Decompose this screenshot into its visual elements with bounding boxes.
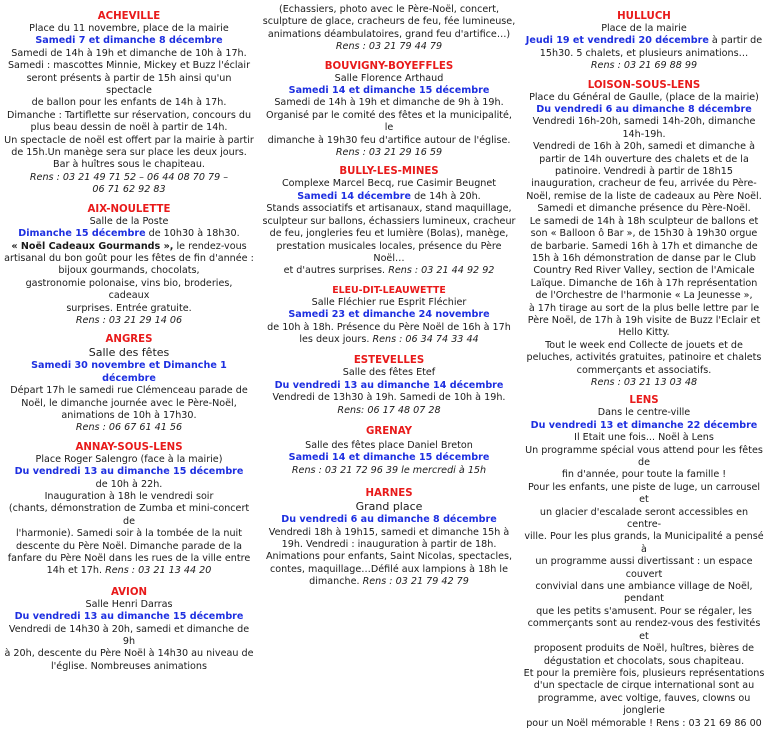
description-line: à 17h tirage au sort de la plus belle lettre par le xyxy=(528,302,760,314)
description-line: d'un spectacle de cirque international sont au xyxy=(533,680,755,692)
contact-info: Rens : 06 34 74 33 44 xyxy=(372,333,479,345)
description-line: dimanche à 19h30 feu d'artifice autour de l'église. xyxy=(267,134,511,146)
description-line xyxy=(262,334,516,346)
description-line: artisanal du bon goût pour les fêtes de fin d'année : xyxy=(4,252,254,264)
description-line: Vendredi de 16h à 20h, samedi et dimanche à xyxy=(533,141,755,153)
event-date-line xyxy=(262,191,516,203)
description-line: Noël, remise de la liste de cadeaux au Père Noël. xyxy=(526,190,762,202)
description-text: et d'autres surprises. xyxy=(283,265,386,277)
town-title: GRENAY xyxy=(366,425,412,437)
description-text: 14h et 17h. xyxy=(46,565,103,577)
description-line: Il Etait une fois... Noël à Lens xyxy=(574,432,714,444)
description-line: Animations pour enfants, Saint Nicolas, spectacles, xyxy=(265,551,513,563)
description-line: prestation musicales locales, présence du Père Noël… xyxy=(276,240,502,264)
description-line: Dimanche : Tartiflette sur réservation, concours du xyxy=(6,109,252,121)
description-line: (chants, démonstration de Zumba et mini-concert de xyxy=(8,503,250,527)
contact-info: Rens : 03 21 44 92 92 xyxy=(388,265,495,277)
entry-grenay xyxy=(262,425,516,477)
event-name: « Noël Cadeaux Gourmands », xyxy=(11,240,174,252)
description-line: l'harmonie). Samedi soir à la tombée de la nuit xyxy=(16,528,242,540)
event-highlight-line xyxy=(4,241,254,253)
description-line: à 20h, descente du Père Noël à 14h30 au niveau de xyxy=(4,648,254,660)
entry-continued xyxy=(262,0,516,54)
description-line: plus beau dessin de noël à partir de 14h. xyxy=(30,122,228,134)
venue: Complexe Marcel Becq, rue Casimir Beugnet xyxy=(281,178,497,190)
event-date: Du vendredi 6 au dimanche 8 décembre xyxy=(536,104,752,116)
event-date: Dimanche 15 décembre xyxy=(18,228,146,240)
venue: Salle des fêtes Etef xyxy=(342,367,436,379)
description-line: Stands associatifs et artisanaux, stand maquillage, xyxy=(266,203,512,215)
event-date: Samedi 30 novembre et Dimanche 1 décembre xyxy=(31,360,227,384)
event-time: de 14h à 20h. xyxy=(411,190,481,202)
description-line: Départ 17h le samedi rue Clémenceau parade de xyxy=(10,385,248,397)
entry-acheville xyxy=(4,0,254,197)
description-line: de barbarie. Samedi 16h à 17h et dimanche de xyxy=(530,240,758,252)
description-line: pour un Noël mémorable ! Rens : 03 21 69 86 00 xyxy=(526,717,762,729)
venue: Salle des fêtes place Daniel Breton xyxy=(305,439,473,451)
town-title: ESTEVELLES xyxy=(353,355,425,367)
venue: Grand place xyxy=(355,500,423,514)
description-line: Vendredi 16h-20h, samedi 14h-20h, dimanche xyxy=(532,116,756,128)
event-date: Samedi 14 et dimanche 15 décembre xyxy=(288,452,490,464)
description-line: ville. Pour les plus grands, la Municipalité a pensé à xyxy=(524,531,764,555)
description-line: Samedi : mascottes Minnie, Mickey et Buzz l'éclair xyxy=(7,60,251,72)
venue: Place de la mairie xyxy=(601,23,687,34)
description-line: son « Balloon ô Bar », de 15h30 à 19h30 orgue xyxy=(530,228,758,240)
contact-info: Rens : 03 21 29 16 59 xyxy=(335,147,443,159)
venue: Place du 11 novembre, place de la mairie xyxy=(29,23,229,34)
column-left xyxy=(4,0,254,673)
description-line: convivial dans une ambiance village de Noël, pendant xyxy=(535,581,753,605)
venue: Salle Florence Arthaud xyxy=(334,72,444,84)
description-line: surprises. Entrée gratuite. xyxy=(66,302,192,314)
entry-estevelles xyxy=(262,354,516,417)
description-line: Pour les enfants, une piste de luge, un carrousel et xyxy=(527,481,761,506)
venue: Place du Général de Gaulle, (place de la mairie) xyxy=(529,91,759,103)
description-text: le rendez-vous xyxy=(173,240,247,252)
town-title: ACHEVILLE xyxy=(97,11,161,22)
description-line: partir de 14h ouverture des chalets et de la xyxy=(539,153,749,165)
description-line: Samedi et dimanche présence du Père-Noël. xyxy=(537,203,751,215)
description-line: Inauguration à 18h le vendredi soir xyxy=(44,491,214,502)
description-line: de feu, jongleries feu et lumière (Bolas), manège, xyxy=(269,228,509,240)
town-title: BOUVIGNY-BOYEFFLES xyxy=(324,60,454,72)
event-date: Samedi 14 et dimanche 15 décembre xyxy=(288,85,490,97)
description-line: Country Red River Valley, section de l'Amicale xyxy=(533,265,755,277)
description-line: fin d'année, pour toute la famille ! xyxy=(561,469,727,481)
description-line: Un spectacle de noël est offert par la mairie à partir xyxy=(4,134,254,146)
description-line: que les petits s'amusent. Pour se régaler, les xyxy=(536,605,752,617)
description-line: Un programme spécial vous attend pour les fêtes de xyxy=(525,444,763,468)
description-line: Bar à huîtres sous le chapiteau. xyxy=(53,159,205,171)
contact-info: Rens : 03 21 49 71 52 – 06 44 08 70 79 – xyxy=(29,171,229,183)
event-date: Du vendredi 13 au dimanche 14 décembre xyxy=(274,379,504,391)
description-line: Laïque. Dimanche de 16h à 17h représentation xyxy=(530,277,758,289)
entry-eleu-dit-leauwette xyxy=(262,284,516,347)
town-title: HULLUCH xyxy=(617,11,671,22)
description-line xyxy=(262,576,516,588)
description-line: 15h30. 5 chalets, et plusieurs animations… xyxy=(539,47,749,59)
description-line: Hello Kitty. xyxy=(618,327,670,339)
town-title: ANNAY-SOUS-LENS xyxy=(75,441,183,453)
description-line: inauguration, cracheur de feu, arrivée du Père- xyxy=(531,178,757,190)
entry-hulluch xyxy=(522,0,766,73)
description-line: patinoire. Vendredi à partir de 18h15 xyxy=(555,166,733,178)
description-line: programme, avec voltige, fauves, clowns ou jonglerie xyxy=(537,692,751,717)
description-line: de ballon pour les enfants de 14h à 17h. xyxy=(31,97,227,109)
town-title: AIX-NOULETTE xyxy=(87,203,171,215)
event-date: Du vendredi 6 au dimanche 8 décembre xyxy=(281,514,497,526)
description-line: seront présents à partir de 15h ainsi qu'un spectacle xyxy=(26,72,232,97)
description-line: 15h à 16h démonstration de danse par le Club xyxy=(531,252,757,264)
venue: Salle des fêtes xyxy=(88,346,170,360)
event-time: de 10h30 à 18h30. xyxy=(145,228,240,240)
description-line: Vendredi de 14h30 à 20h, samedi et dimanche de 9h xyxy=(8,623,250,648)
event-date: Du vendredi 13 au dimanche 15 décembre xyxy=(14,611,244,623)
contact-info: Rens : 03 21 69 88 99 xyxy=(590,60,698,72)
description-line xyxy=(4,565,254,577)
description-line: Vendredi de 13h30 à 19h. Samedi de 10h à 19h. xyxy=(272,392,506,404)
event-date: Du vendredi 13 au dimanche 15 décembre xyxy=(14,466,244,478)
description-line: Tout le week end Collecte de jouets et de xyxy=(545,339,743,351)
contact-info: Rens : 06 67 61 41 56 xyxy=(75,422,183,434)
description-line: Samedi de 14h à 19h et dimanche de 10h à 17h. xyxy=(11,47,247,59)
description-line: Le samedi de 14h à 18h sculpteur de ballons et xyxy=(529,215,759,227)
event-time: à partir de xyxy=(708,35,763,47)
description-line: un glacier d'escalade seront accessibles en centre- xyxy=(539,506,749,531)
description-line: dégustation et chocolats, sous chapiteau. xyxy=(543,655,745,667)
description-line: descente du Père Noël. Dimanche parade de la xyxy=(15,540,242,552)
description-line: sculpteur sur ballons, échassiers lumineux, cracheur xyxy=(262,215,516,227)
event-date-line xyxy=(4,228,254,240)
description-line: de 10h à 18h. Présence du Père Noël de 16h à 17h xyxy=(267,321,511,333)
venue: Dans le centre-ville xyxy=(597,407,691,419)
entry-angres xyxy=(4,333,254,434)
contact-info: Rens : 03 21 29 14 06 xyxy=(75,314,183,326)
description-line: de 10h à 22h. xyxy=(95,478,163,490)
contact-info: Rens : 03 21 13 03 48 xyxy=(590,376,698,388)
town-title: AVION xyxy=(110,586,148,598)
venue: Salle Henri Darras xyxy=(85,598,173,610)
description-line: (Echassiers, photo avec le Père-Noël, concert, xyxy=(278,4,500,15)
description-line: commerçants sont au rendez-vous des festivités et xyxy=(527,618,761,642)
description-line: 19h. Vendredi : inauguration à partir de 18h. xyxy=(281,539,497,550)
town-title: LENS xyxy=(629,395,659,407)
description-line: Père Noël, de 17h à 19h visite de Buzz l'Eclair et xyxy=(527,314,761,326)
description-line: animations de 10h à 17h30. xyxy=(61,409,197,421)
venue: Salle de la Poste xyxy=(89,215,169,227)
town-title: HARNES xyxy=(365,488,413,500)
entry-annay-sous-lens xyxy=(4,441,254,578)
description-text: dimanche. xyxy=(309,576,360,588)
entry-bully-les-mines xyxy=(262,165,516,277)
description-line: un programme aussi divertissant : un espace couvert xyxy=(535,556,753,580)
column-middle xyxy=(262,0,516,589)
column-right xyxy=(522,0,766,730)
venue: Place Roger Salengro (face à la mairie) xyxy=(35,453,223,465)
entry-aix-noulette xyxy=(4,203,254,328)
description-line: de 15h.Un manège sera sur place les deux jours. xyxy=(11,147,247,159)
description-line: Vendredi 18h à 19h15, samedi et dimanche 15h à xyxy=(268,526,510,538)
description-line: gastronomie polonaise, vins bio, broderies, cadeaux xyxy=(25,277,233,302)
description-line: Et pour la première fois, plusieurs représentations xyxy=(523,667,765,679)
description-line: animations déambulatoires, grand feu d'artifice…) xyxy=(267,28,511,40)
town-title: ANGRES xyxy=(105,334,153,346)
venue: Salle Fléchier rue Esprit Fléchier xyxy=(311,296,467,308)
contact-info: Rens : 03 21 72 96 39 le mercredi à 15h xyxy=(291,464,487,476)
description-line: de l'Orchestre de l'harmonie « La Jeunesse », xyxy=(535,290,753,302)
description-line: l'église. Nombreuses animations xyxy=(51,660,207,672)
description-line: commerçants et associatifs. xyxy=(576,364,712,376)
description-line: proposent produits de Noël, huîtres, bières de xyxy=(533,643,755,655)
event-date: Jeudi 19 et vendredi 20 décembre xyxy=(525,35,709,47)
description-line xyxy=(262,265,516,277)
description-line: contes, maquillage…Défilé aux lampions à 18h le xyxy=(270,563,508,575)
event-date: Samedi 14 décembre xyxy=(297,190,412,202)
entry-lens xyxy=(522,394,766,730)
description-line: Noël, le dimanche journée avec le Père-Noël, xyxy=(21,397,237,409)
entry-loison-sous-lens xyxy=(522,79,766,390)
contact-info: Rens : 03 21 79 42 79 xyxy=(362,576,469,588)
description-line: Samedi de 14h à 19h et dimanche de 9h à 19h. xyxy=(274,97,504,109)
entry-avion xyxy=(4,586,254,673)
contact-info: Rens: 06 17 48 07 28 xyxy=(337,404,441,416)
town-title: BULLY-LES-MINES xyxy=(339,166,439,178)
description-line: peluches, activités gratuites, patinoire et chalets xyxy=(526,352,762,364)
description-text: les deux jours. xyxy=(299,333,370,345)
event-date: Samedi 7 et dimanche 8 décembre xyxy=(35,35,223,47)
entry-bouvigny-boyeffles xyxy=(262,60,516,160)
contact-info: Rens : 03 21 79 44 79 xyxy=(335,41,443,53)
description-line: sculpture de glace, cracheurs de feu, fée lumineuse, xyxy=(262,16,516,28)
town-title: ELEU-DIT-LEAUWETTE xyxy=(332,284,446,296)
event-date-line xyxy=(522,35,766,47)
event-date: Du vendredi 13 et dimanche 22 décembre xyxy=(530,419,758,431)
event-date: Samedi 23 et dimanche 24 novembre xyxy=(288,309,490,321)
description-line: Organisé par le comité des fêtes et la municipalité, le xyxy=(266,109,512,134)
description-line: bijoux gourmands, chocolats, xyxy=(58,265,200,277)
contact-info: Rens : 03 21 13 44 20 xyxy=(105,565,212,577)
entry-harnes xyxy=(262,487,516,588)
contact-info: 06 71 62 92 83 xyxy=(92,184,166,196)
town-title: LOISON-SOUS-LENS xyxy=(587,79,701,91)
description-line: fanfare du Père Noël dans les rues de la ville entre xyxy=(7,553,251,565)
description-line: 14h-19h. xyxy=(622,128,666,140)
